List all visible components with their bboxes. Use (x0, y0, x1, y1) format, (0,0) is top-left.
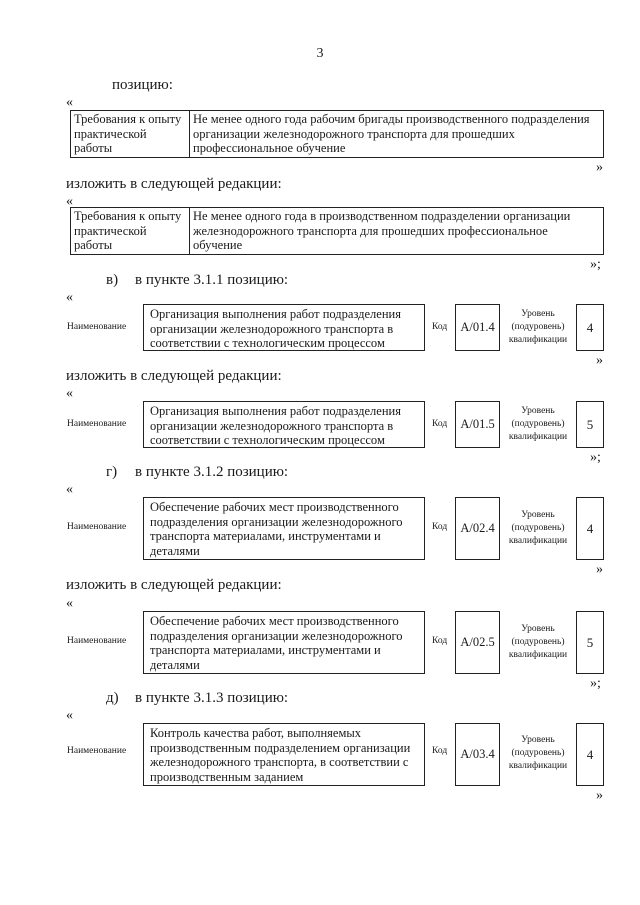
code-label: Код (432, 419, 448, 429)
open-quote: « (66, 95, 73, 110)
name-label: Наименование (67, 419, 127, 429)
name-label: Наименование (67, 522, 127, 532)
item-letter-v: в) (106, 272, 119, 288)
level-box: 5 (576, 611, 604, 674)
close-quote: » (596, 788, 603, 803)
code-box: A/02.4 (455, 497, 500, 560)
edit-phrase: изложить в следующей редакции: (66, 577, 282, 593)
code-label: Код (432, 322, 448, 332)
level-box: 4 (576, 497, 604, 560)
item-letter-d: д) (106, 690, 119, 706)
item-letter-g: г) (106, 464, 118, 480)
code-box: A/01.4 (455, 304, 500, 351)
edit-phrase: изложить в следующей редакции: (66, 176, 282, 192)
open-quote: « (66, 482, 73, 497)
close-quote: » (596, 562, 603, 577)
requirements-label: Требования к опыту практической работы (71, 208, 190, 255)
name-box: Обеспечение рабочих мест производственного подразделения организации железнодорожного транспорта материалами, инструментами и деталями (143, 497, 425, 560)
edit-phrase: изложить в следующей редакции: (66, 368, 282, 384)
item-clause-v: в пункте 3.1.1 позицию: (135, 272, 289, 288)
close-quote: » (596, 353, 603, 368)
close-quote-semicolon: »; (590, 676, 601, 691)
requirements-value-old: Не менее одного года рабочим бригады производственного подразделения организации железнодорожного транспорта для прошедших профессиональное обучение (190, 111, 604, 158)
level-label: Уровень (подуровень) квалификации (508, 735, 568, 771)
level-box: 4 (576, 723, 604, 786)
requirements-label: Требования к опыту практической работы (71, 111, 190, 158)
intro-text: позицию: (112, 77, 173, 93)
code-box: A/02.5 (455, 611, 500, 674)
open-quote: « (66, 386, 73, 401)
open-quote: « (66, 194, 73, 209)
requirements-value-new: Не менее одного года в производственном подразделении организации железнодорожного транспорта для прошедших профессиональное обучение (190, 208, 604, 255)
name-box: Организация выполнения работ подразделения организации железнодорожного транспорта в соответствии с технологическим процессом (143, 304, 425, 351)
item-clause-g: в пункте 3.1.2 позицию: (135, 464, 289, 480)
code-label: Код (432, 522, 448, 532)
name-label: Наименование (67, 746, 127, 756)
open-quote: « (66, 708, 73, 723)
level-label: Уровень (подуровень) квалификации (508, 510, 568, 546)
page-number: 3 (316, 46, 324, 61)
level-box: 4 (576, 304, 604, 351)
level-box: 5 (576, 401, 604, 448)
name-label: Наименование (67, 636, 127, 646)
code-label: Код (432, 746, 448, 756)
close-quote: » (596, 160, 603, 175)
requirements-table-old (70, 110, 604, 158)
code-box: A/01.5 (455, 401, 500, 448)
name-box: Контроль качества работ, выполняемых производственным подразделением организации железнодорожного транспорта, в соответствии с производственным заданием (143, 723, 425, 786)
code-label: Код (432, 636, 448, 646)
open-quote: « (66, 290, 73, 305)
level-label: Уровень (подуровень) квалификации (508, 309, 568, 345)
name-box: Обеспечение рабочих мест производственного подразделения организации железнодорожного транспорта материалами, инструментами и деталями (143, 611, 425, 674)
level-label: Уровень (подуровень) квалификации (508, 406, 568, 442)
code-box: A/03.4 (455, 723, 500, 786)
requirements-table-new (70, 207, 604, 255)
name-label: Наименование (67, 322, 127, 332)
open-quote: « (66, 596, 73, 611)
name-box: Организация выполнения работ подразделения организации железнодорожного транспорта в соответствии с технологическим процессом (143, 401, 425, 448)
close-quote-semicolon: »; (590, 257, 601, 272)
item-clause-d: в пункте 3.1.3 позицию: (135, 690, 289, 706)
close-quote-semicolon: »; (590, 450, 601, 465)
level-label: Уровень (подуровень) квалификации (508, 624, 568, 660)
